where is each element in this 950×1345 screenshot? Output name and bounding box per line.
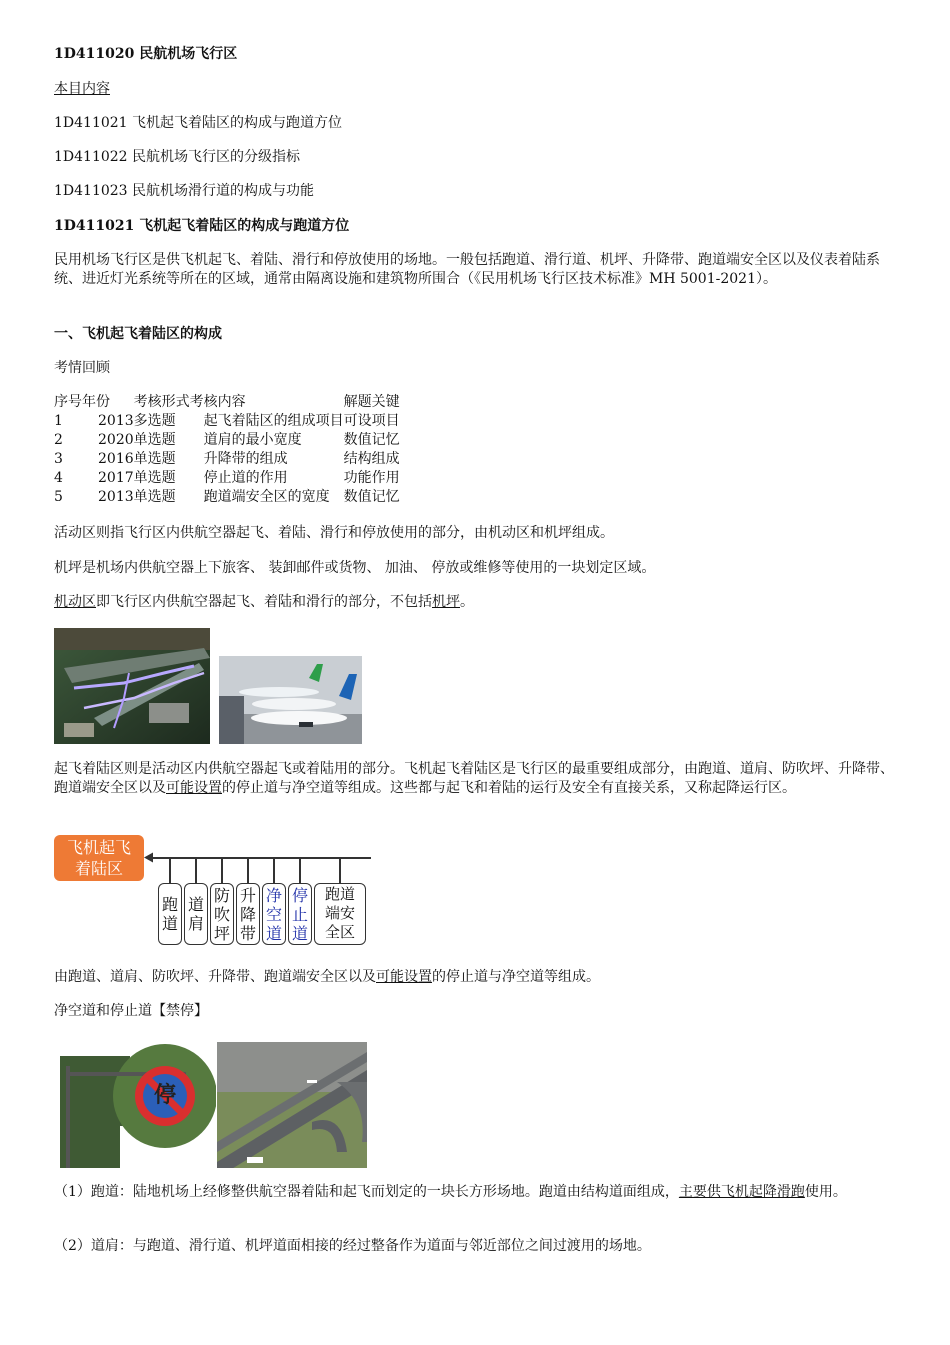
diagram-item-text: 带 (239, 924, 256, 943)
sub-title: 一、飞机起飞着陆区的构成 (54, 326, 222, 342)
diagram-item-text: 道 (265, 924, 282, 943)
exam-table (54, 393, 400, 507)
diagram-item-strip (236, 883, 260, 945)
no-stopping-sign-photo (60, 1036, 216, 1168)
takeoff-underlined: 可能设置 (166, 780, 222, 796)
page-title: 1D411020 民航机场飞行区 (54, 46, 238, 62)
diagram-item-text: 防 (213, 886, 230, 905)
runway-text-b: 使用。 (804, 1184, 847, 1200)
table-cell: 多选题 (133, 413, 176, 429)
maneuver-paragraph (54, 593, 474, 612)
shoulder-paragraph: （2）道肩：与跑道、滑行道、机坪道面相接的经过整备作为道面与邻近部位之间过渡用的场地。 (54, 1238, 651, 1254)
diagram-item-text: 全区 (324, 923, 355, 941)
diagram-item-text: 空 (265, 905, 282, 924)
table-cell: 2017 (98, 470, 134, 486)
table-cell: 升降带的组成 (203, 451, 288, 467)
table-header: 年份 (82, 394, 110, 410)
takeoff-area-diagram (54, 833, 384, 948)
table-cell: 2013 (98, 413, 134, 429)
intro-paragraph: 民用机场飞行区是供飞机起飞、着陆、滑行和停放使用的场地。一般包括跑道、滑行道、机坪、升降带、跑道端安全区以及仪表着陆系统、进近灯光系统等所在的区域，通常由隔离设施和建筑物所围合（《民用机场飞行区技术标准》MH 5001-2021）。 (54, 252, 880, 287)
diagram-item-text: 吹 (213, 905, 230, 924)
diagram-item-text: 坪 (213, 924, 230, 943)
diagram-connector (150, 857, 371, 859)
table-row (54, 488, 400, 507)
airport-model-photo (54, 628, 210, 744)
table-cell: 5 (54, 489, 63, 505)
table-cell: 4 (54, 470, 63, 486)
table-cell: 可设项目 (343, 413, 400, 429)
table-header: 解题关键 (343, 394, 400, 410)
diagram-item-text: 升 (239, 886, 256, 905)
table-row (54, 412, 400, 431)
aerial-runway-photo (217, 1042, 367, 1168)
runway-underlined: 主要供飞机起降滑跑 (678, 1184, 805, 1200)
diagram-root (54, 835, 144, 881)
table-header: 考核内容 (189, 394, 246, 410)
contents-item[interactable]: 1D411021 飞机起飞着陆区的构成与跑道方位 (54, 115, 343, 131)
diagram-item-text: 道 (291, 924, 308, 943)
table-cell: 1 (54, 413, 63, 429)
table-cell: 3 (54, 451, 63, 467)
compose-text-b: 的停止道与净空道等组成。 (432, 969, 600, 985)
table-cell: 单选题 (133, 470, 176, 486)
diagram-item-runway (158, 883, 182, 945)
table-cell: 2 (54, 432, 63, 448)
arrow-left-icon (144, 852, 154, 863)
diagram-root-line1: 飞机起飞 (66, 838, 131, 857)
apron-paragraph: 机坪是机场内供航空器上下旅客、 装卸邮件或货物、 加油、 停放或维修等使用的一块划定区域。 (54, 560, 656, 576)
compose-text-a: 由跑道、道肩、防吹坪、升降带、跑道端安全区以及 (54, 969, 376, 985)
takeoff-area-paragraph (54, 760, 900, 798)
table-cell: 跑道端安全区的宽度 (203, 489, 330, 505)
table-cell: 道肩的最小宽度 (203, 432, 302, 448)
runway-text-a: （1）跑道：陆地机场上经修整供航空器着陆和起飞而划定的一块长方形场地。跑道由结构道面组成， (54, 1184, 679, 1200)
table-cell: 2020 (98, 432, 134, 448)
diagram-connector (221, 857, 223, 883)
diagram-item-blast-pad (210, 883, 234, 945)
diagram-item-clearway (262, 883, 286, 945)
diagram-item-text: 肩 (187, 914, 204, 933)
diagram-item-text: 道 (161, 914, 178, 933)
maneuver-end: 。 (460, 594, 474, 610)
exam-review-label: 考情回顾 (54, 360, 110, 376)
table-cell: 单选题 (133, 432, 176, 448)
diagram-item-text: 止 (291, 905, 308, 924)
diagram-item-text: 停 (291, 886, 308, 905)
table-cell: 2016 (98, 451, 134, 467)
contents-item[interactable]: 1D411023 民航机场滑行道的构成与功能 (54, 183, 315, 199)
table-row (54, 431, 400, 450)
diagram-connector (339, 857, 341, 883)
clearway-label: 净空道和停止道【禁停】 (54, 1003, 208, 1019)
maneuver-text: 即飞行区内供航空器起飞、着陆和滑行的部分，不包括 (96, 594, 432, 610)
table-row (54, 469, 400, 488)
diagram-item-shoulder (184, 883, 208, 945)
contents-heading[interactable]: 本目内容 (54, 81, 110, 97)
takeoff-text-b: 的停止道与净空道等组成。这些都与起飞和着陆的运行及安全有直接关系，又称起降运行区。 (222, 780, 796, 796)
aircraft-apron-photo (219, 656, 362, 744)
table-header-row (54, 393, 400, 412)
diagram-item-text: 端安 (324, 904, 355, 922)
apron-term: 机坪 (432, 594, 460, 610)
contents-item[interactable]: 1D411022 民航机场飞行区的分级指标 (54, 149, 301, 165)
table-cell: 单选题 (133, 451, 176, 467)
compose-paragraph (54, 968, 600, 987)
stop-sign-glyph: 停 (153, 1083, 176, 1108)
diagram-root-line2: 着陆区 (74, 859, 123, 878)
diagram-connector (299, 857, 301, 883)
maneuver-term: 机动区 (54, 594, 96, 610)
table-cell: 数值记忆 (343, 489, 400, 505)
table-row (54, 450, 400, 469)
table-cell: 结构组成 (343, 451, 400, 467)
table-cell: 功能作用 (343, 470, 400, 486)
diagram-item-text: 跑 (161, 895, 178, 914)
takeoff-text-a: 起飞着陆区则是活动区内供航空器起飞或着陆用的部分。飞机起飞着陆区是飞行区的最重要组成部分，由跑道、道肩、防吹坪、升降带、跑道端安全区以及 (54, 761, 894, 796)
diagram-item-text: 跑道 (324, 885, 355, 903)
diagram-connector (247, 857, 249, 883)
table-cell: 停止道的作用 (203, 470, 288, 486)
diagram-connector (169, 857, 171, 883)
table-cell: 单选题 (133, 489, 176, 505)
activity-paragraph: 活动区则指飞行区内供航空器起飞、着陆、滑行和停放使用的部分，由机动区和机坪组成。 (54, 525, 614, 541)
table-header: 考核形式 (133, 394, 190, 410)
table-cell: 2013 (98, 489, 134, 505)
section-title: 1D411021 飞机起飞着陆区的构成与跑道方位 (54, 218, 350, 234)
diagram-item-text: 道 (187, 895, 204, 914)
diagram-item-resa (314, 883, 366, 945)
diagram-item-stopway (288, 883, 312, 945)
diagram-item-text: 降 (239, 905, 256, 924)
compose-underlined: 可能设置 (376, 969, 432, 985)
diagram-connector (273, 857, 275, 883)
runway-paragraph (54, 1183, 900, 1202)
table-header: 序号 (54, 394, 82, 410)
table-cell: 起飞着陆区的组成项目 (203, 413, 344, 429)
diagram-item-text: 净 (265, 886, 282, 905)
diagram-connector (195, 857, 197, 883)
table-cell: 数值记忆 (343, 432, 400, 448)
